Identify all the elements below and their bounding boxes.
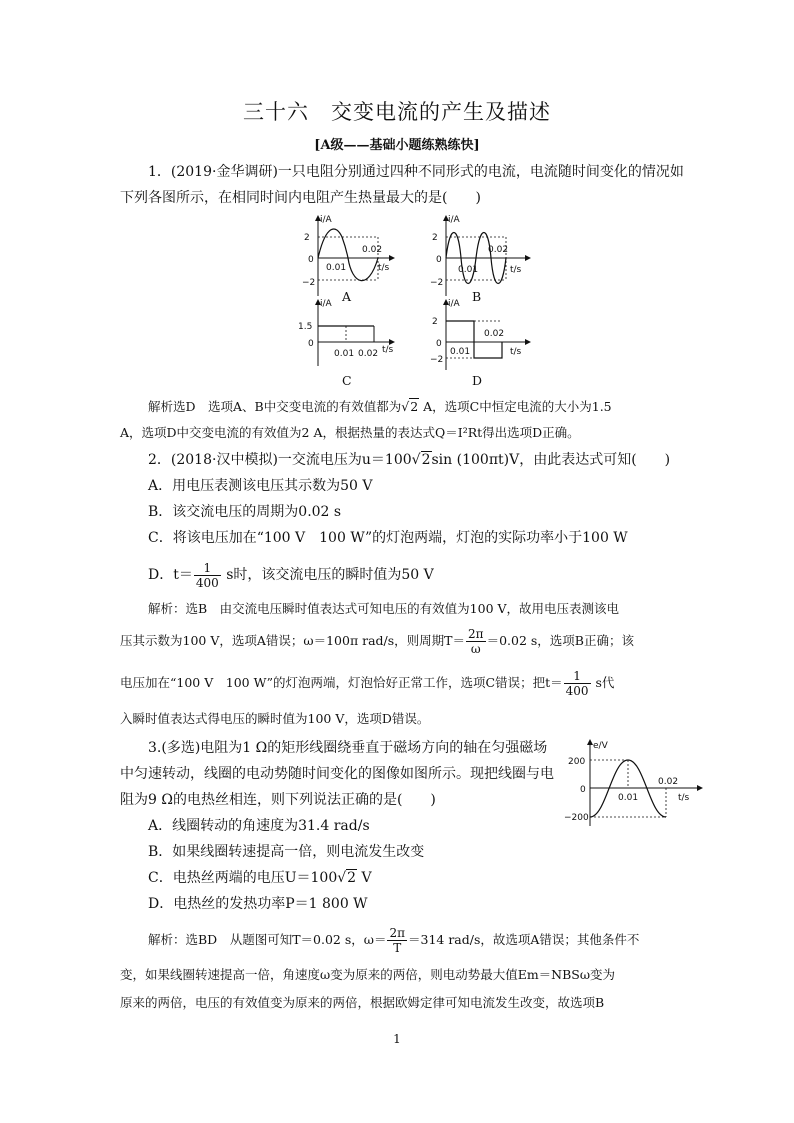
q3-stem-line1: 3.(多选)电阻为1 Ω的矩形线圈绕垂直于磁场方向的轴在匀强磁场 — [148, 740, 548, 756]
q2-stem: 2．(2018·汉中模拟)一交流电压为u＝100√2sin (100πt)V，由此表达式可知( ) — [148, 452, 671, 468]
q2-answer-line4: 入瞬时值表达式得电压的瞬时值为100 V，选项D错误。 — [120, 711, 430, 726]
q3-answer-line2: 变，如果线圈转速提高一倍，角速度ω变为原来的两倍，则电动势最大值Em＝NBSω变为 — [120, 967, 616, 982]
q1-d-t1: 0.01 — [450, 347, 471, 357]
q2-option-d: D．t＝ $\frac{1}{400}$ s时，该交流电压的瞬时值为50 V — [148, 560, 434, 590]
page-title: 三十六 交变电流的产生及描述 — [243, 100, 551, 124]
q1-c-ytick-top: 1.5 — [298, 322, 313, 332]
q1-d-t2: 0.02 — [484, 329, 505, 339]
q2-option-c: C．将该电压加在“100 V 100 W”的灯泡两端，灯泡的实际功率小于100 W — [148, 530, 628, 546]
q3-t2: 0.02 — [658, 777, 679, 787]
q1-a-t2: 0.02 — [362, 245, 383, 255]
q2-answer-line1: 解析：选B 由交流电压瞬时值表达式可知电压的有效值为100 V，故用电压表测该电 — [148, 601, 620, 616]
q2-answer-line2: 压其示数为100 V，选项A错误；ω＝100π rad/s，则周期T＝ $\frac{2\pi}{\omega}$ ＝0.02 s，选项B正确；该 — [120, 627, 634, 656]
q1-a-caption: A — [342, 289, 352, 304]
page-number: 1 — [393, 1032, 401, 1046]
q1-stem-line1: 1．(2019·金华调研)一只电阻分别通过四种不同形式的电流，电流随时间变化的情况如 — [148, 164, 684, 180]
q2-option-a: A．用电压表测该电压其示数为50 V — [148, 478, 373, 494]
q1-c-t2: 0.02 — [358, 349, 379, 359]
q1-stem-line2: 下列各图所示，在相同时间内电阻产生热量最大的是( ) — [120, 190, 481, 206]
q1-d-xlabel: t/s — [510, 347, 522, 357]
q3-ytick-bottom: −200 — [564, 813, 589, 823]
q1-b-ytick-bottom: −2 — [430, 278, 444, 288]
q3-xlabel: t/s — [678, 793, 690, 803]
q1-c-caption: C — [342, 373, 352, 388]
q1-b-caption: B — [472, 289, 482, 304]
q1-c-ytick-zero: 0 — [308, 339, 314, 349]
q1-a-xlabel: t/s — [378, 263, 390, 273]
q3-option-d: D．电热丝的发热功率P＝1 800 W — [148, 896, 368, 912]
q1-c-t1: 0.01 — [334, 349, 355, 359]
q3-option-c: C．电热丝两端的电压U＝100√2 V — [148, 870, 372, 886]
q1-a-t1: 0.01 — [326, 263, 347, 273]
q1-d-ytick-zero: 0 — [436, 339, 442, 349]
q3-option-a: A．线圈转动的角速度为31.4 rad/s — [148, 818, 370, 834]
q3-t1: 0.01 — [618, 793, 639, 803]
q3-graph — [560, 736, 710, 828]
q1-d-ytick-top: 2 — [432, 317, 438, 327]
q3-ylabel: e/V — [593, 741, 608, 751]
q1-d-ytick-bottom: −2 — [430, 355, 444, 365]
q3-ytick-top: 200 — [568, 757, 586, 767]
q1-b-ytick-zero: 0 — [436, 255, 442, 265]
q2-option-b: B．该交流电压的周期为0.02 s — [148, 504, 342, 520]
q1-d-ylabel: i/A — [448, 299, 460, 309]
q1-graph-d — [418, 296, 538, 372]
q1-a-ytick-top: 2 — [304, 233, 310, 243]
q1-b-xlabel: t/s — [510, 265, 522, 275]
q3-ytick-zero: 0 — [580, 785, 586, 795]
q1-c-xlabel: t/s — [382, 345, 394, 355]
q1-c-ylabel: i/A — [320, 299, 332, 309]
q1-answer-line1: 解析选D 选项A、B中交变电流的有效值都为√2 A，选项C中恒定电流的大小为1.5 — [148, 399, 612, 414]
q1-a-ytick-bottom: −2 — [302, 278, 316, 288]
q1-b-t1: 0.01 — [458, 265, 479, 275]
q1-a-ytick-zero: 0 — [308, 255, 314, 265]
q1-b-ylabel: i/A — [448, 215, 460, 225]
q1-a-ylabel: i/A — [320, 215, 332, 225]
q2-answer-line3: 电压加在“100 V 100 W”的灯泡两端，灯泡恰好正常工作，选项C错误；把t＝ $\frac{1}{400}$ s代 — [120, 669, 615, 698]
q3-option-b: B．如果线圈转速提高一倍，则电流发生改变 — [148, 844, 425, 860]
section-subtitle: [A级——基础小题练熟练快] — [314, 138, 480, 153]
q3-stem-line3: 阻为9 Ω的电热丝相连，则下列说法正确的是( ) — [120, 792, 436, 808]
q3-answer-line3: 原来的两倍，电压的有效值变为原来的两倍，根据欧姆定律可知电流发生改变，故选项B — [120, 995, 605, 1010]
q1-graph-c — [290, 296, 400, 368]
q1-answer-line2: A，选项D中交变电流的有效值为2 A，根据热量的表达式Q＝I²Rt得出选项D正确。 — [120, 425, 580, 440]
q3-answer-line1: 解析：选BD 从题图可知T＝0.02 s，ω＝ $\frac{2\pi}{T}$ ＝314 rad/s，故选项A错误；其他条件不 — [148, 926, 640, 955]
q1-d-caption: D — [472, 373, 483, 388]
q3-stem-line2: 中匀速转动，线圈的电动势随时间变化的图像如图所示。现把线圈与电 — [120, 766, 554, 782]
q1-b-t2: 0.02 — [488, 245, 509, 255]
q1-b-ytick-top: 2 — [432, 233, 438, 243]
